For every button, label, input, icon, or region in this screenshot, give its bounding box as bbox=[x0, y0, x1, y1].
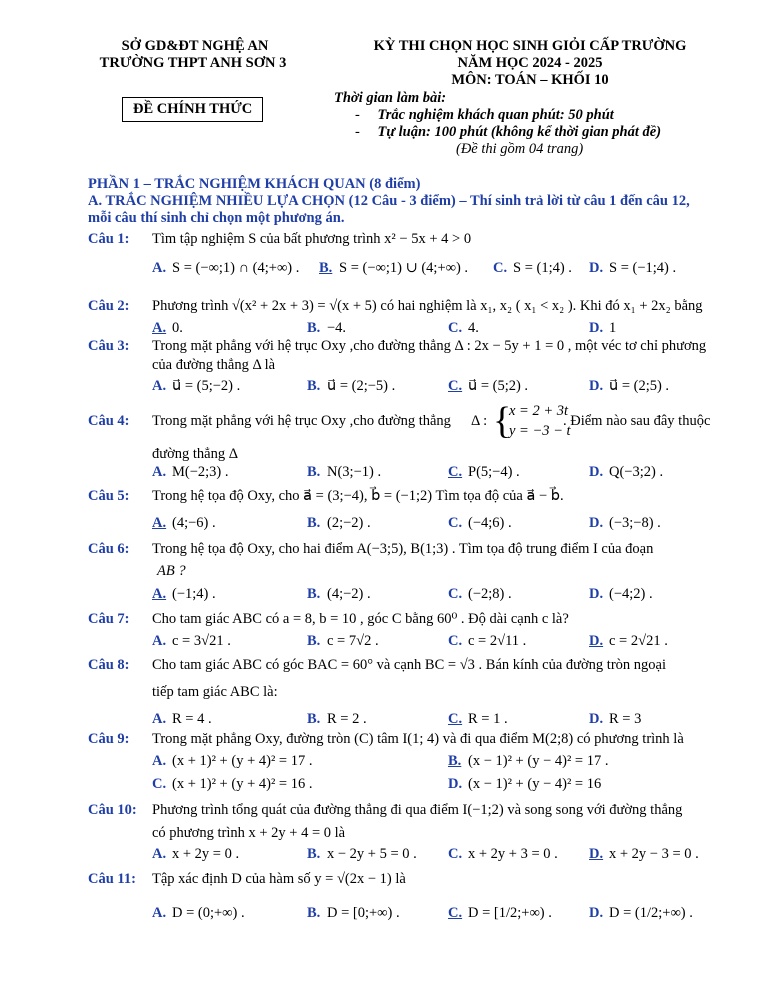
school-name: TRƯỜNG THPT ANH SƠN 3 bbox=[99, 55, 287, 71]
option-letter: C. bbox=[448, 905, 463, 921]
question-label: Câu 3: bbox=[88, 338, 130, 354]
question-text: Cho tam giác ABC có góc BAC = 60° và cạnh BC = √3 . Bán kính của đường tròn ngoại bbox=[152, 657, 667, 673]
option-text: M(−2;3) . bbox=[172, 464, 229, 480]
option-letter: A. bbox=[152, 633, 167, 649]
option-letter: C. bbox=[448, 711, 463, 727]
option-row bbox=[152, 711, 712, 731]
option-text: (4;−6) . bbox=[172, 515, 216, 531]
option-letter: A. bbox=[152, 711, 167, 727]
question-text: Trong mặt phẳng với hệ trục Oxy ,cho đường thẳng bbox=[152, 413, 451, 429]
option-letter: D. bbox=[589, 846, 604, 862]
system-eq2: y = −3 − t bbox=[509, 423, 571, 439]
option-letter: A. bbox=[152, 753, 167, 769]
option-text: (x − 1)² + (y − 4)² = 17 . bbox=[468, 753, 609, 769]
option-letter: C. bbox=[448, 633, 463, 649]
dash: - bbox=[355, 107, 360, 123]
option-text: D = [1/2;+∞) . bbox=[468, 905, 552, 921]
option-row bbox=[152, 515, 712, 535]
question-label: Câu 10: bbox=[88, 802, 137, 818]
option-text: D = [0;+∞) . bbox=[327, 905, 400, 921]
option-row bbox=[152, 464, 712, 484]
option-text: R = 4 . bbox=[172, 711, 212, 727]
option-text: c = 7√2 . bbox=[327, 633, 379, 649]
question-text: Trong hệ tọa độ Oxy, cho hai điểm A(−3;5), B(1;3) . Tìm tọa độ trung điểm I của đoạn bbox=[152, 541, 654, 557]
option-letter: D. bbox=[589, 320, 604, 336]
subject: MÔN: TOÁN – KHỐI 10 bbox=[451, 72, 609, 88]
option-letter: D. bbox=[589, 260, 604, 276]
option-row bbox=[152, 320, 712, 340]
option-letter: D. bbox=[589, 515, 604, 531]
option-text: N(3;−1) . bbox=[327, 464, 382, 480]
question-text: Trong hệ tọa độ Oxy, cho a⃗ = (3;−4), b⃗ = (−1;2) Tìm tọa độ của a⃗ − b⃗. bbox=[152, 488, 564, 504]
option-letter: D. bbox=[448, 776, 463, 792]
option-text: S = (1;4) . bbox=[513, 260, 572, 276]
option-letter: A. bbox=[152, 586, 167, 602]
option-text: Q(−3;2) . bbox=[609, 464, 664, 480]
option-text: S = (−∞;1) ∪ (4;+∞) . bbox=[339, 260, 469, 276]
option-text: (x + 1)² + (y + 4)² = 16 . bbox=[172, 776, 313, 792]
option-row bbox=[152, 633, 712, 653]
option-row bbox=[152, 776, 712, 796]
time-label: Thời gian làm bài: bbox=[334, 90, 447, 106]
official-exam-box: ĐỀ CHÍNH THỨC bbox=[122, 97, 263, 122]
option-row bbox=[152, 586, 712, 606]
option-row bbox=[152, 260, 712, 280]
question-text: Tìm tập nghiệm S của bất phương trình x² − 5x + 4 > 0 bbox=[152, 231, 472, 247]
option-text: (x − 1)² + (y − 4)² = 16 bbox=[468, 776, 602, 792]
option-row bbox=[152, 846, 712, 866]
option-letter: D. bbox=[589, 711, 604, 727]
option-row bbox=[152, 378, 712, 398]
question-text: Phương trình √(x² + 2x + 3) = √(x + 5) có hai nghiệm là x₁, x₂ ( x₁ < x₂ ). Khi đó x₁ + 2x₂ bằng bbox=[152, 298, 703, 314]
option-text: c = 2√21 . bbox=[609, 633, 668, 649]
option-text: x + 2y − 3 = 0 . bbox=[609, 846, 699, 862]
question-label: Câu 1: bbox=[88, 231, 130, 247]
option-text: x + 2y = 0 . bbox=[172, 846, 240, 862]
question-label: Câu 7: bbox=[88, 611, 130, 627]
question-label: Câu 11: bbox=[88, 871, 136, 887]
option-text: u⃗ = (2;−5) . bbox=[327, 378, 396, 394]
question-label: Câu 5: bbox=[88, 488, 130, 504]
option-letter: B. bbox=[307, 633, 321, 649]
option-text: u⃗ = (5;−2) . bbox=[172, 378, 241, 394]
option-letter: D. bbox=[589, 905, 604, 921]
option-text: (4;−2) . bbox=[327, 586, 371, 602]
option-letter: B. bbox=[307, 464, 321, 480]
school-year: NĂM HỌC 2024 - 2025 bbox=[457, 55, 603, 71]
option-text: x + 2y + 3 = 0 . bbox=[468, 846, 558, 862]
part1-title: PHẦN 1 – TRẮC NGHIỆM KHÁCH QUAN (8 điểm) bbox=[88, 176, 421, 192]
question-label: Câu 6: bbox=[88, 541, 130, 557]
option-text: D = (1/2;+∞) . bbox=[609, 905, 693, 921]
option-letter: C. bbox=[152, 776, 167, 792]
sectionA-line1: A. TRẮC NGHIỆM NHIỀU LỰA CHỌN (12 Câu - 3 điểm) – Thí sinh trả lời từ câu 1 đến câu 12, bbox=[88, 193, 690, 209]
option-text: c = 2√11 . bbox=[468, 633, 527, 649]
option-letter: D. bbox=[589, 464, 604, 480]
option-letter: C. bbox=[448, 464, 463, 480]
option-text: (−3;−8) . bbox=[609, 515, 661, 531]
option-text: R = 3 bbox=[609, 711, 642, 727]
option-text: S = (−1;4) . bbox=[609, 260, 677, 276]
option-letter: C. bbox=[448, 846, 463, 862]
option-letter: A. bbox=[152, 905, 167, 921]
option-letter: C. bbox=[448, 378, 463, 394]
question-text: đường thẳng Δ bbox=[152, 446, 239, 462]
question-label: Câu 4: bbox=[88, 413, 130, 429]
option-text: −4. bbox=[327, 320, 347, 336]
brace: { bbox=[493, 400, 512, 442]
option-letter: C. bbox=[448, 320, 463, 336]
option-text: x − 2y + 5 = 0 . bbox=[327, 846, 417, 862]
system-eq1: x = 2 + 3t bbox=[509, 403, 569, 419]
option-text: 0. bbox=[172, 320, 183, 336]
option-text: (x + 1)² + (y + 4)² = 17 . bbox=[172, 753, 313, 769]
sectionA-line2: mỗi câu thí sinh chỉ chọn một phương án. bbox=[88, 210, 345, 226]
option-text: c = 3√21 . bbox=[172, 633, 231, 649]
option-text: (−4;2) . bbox=[609, 586, 653, 602]
option-letter: B. bbox=[307, 711, 321, 727]
option-text: P(5;−4) . bbox=[468, 464, 520, 480]
question-text: Cho tam giác ABC có a = 8, b = 10 , góc C bằng 60⁰ . Độ dài cạnh c là? bbox=[152, 611, 569, 627]
option-row bbox=[152, 753, 712, 773]
option-text: (2;−2) . bbox=[327, 515, 371, 531]
option-row bbox=[152, 905, 712, 925]
exam-title: KỲ THI CHỌN HỌC SINH GIỎI CẤP TRƯỜNG bbox=[373, 38, 687, 54]
option-text: S = (−∞;1) ∩ (4;+∞) . bbox=[172, 260, 300, 276]
option-letter: C. bbox=[493, 260, 508, 276]
option-text: u⃗ = (5;2) . bbox=[468, 378, 529, 394]
option-letter: A. bbox=[152, 260, 167, 276]
option-letter: B. bbox=[307, 378, 321, 394]
option-letter: D. bbox=[589, 586, 604, 602]
dept-name: SỞ GD&ĐT NGHỆ AN bbox=[121, 38, 269, 54]
option-text: 4. bbox=[468, 320, 479, 336]
question-text: Trong mặt phẳng với hệ trục Oxy ,cho đường thẳng Δ : 2x − 5y + 1 = 0 , một véc tơ chỉ phương bbox=[152, 338, 707, 354]
dash: - bbox=[355, 124, 360, 140]
option-letter: C. bbox=[448, 515, 463, 531]
pages-note: (Đề thi gồm 04 trang) bbox=[456, 141, 584, 157]
option-text: 1 bbox=[609, 320, 617, 336]
option-text: D = (0;+∞) . bbox=[172, 905, 245, 921]
question-text: Phương trình tổng quát của đường thẳng đi qua điểm I(−1;2) và song song với đường thẳng bbox=[152, 802, 683, 818]
option-letter: C. bbox=[448, 586, 463, 602]
option-letter: B. bbox=[307, 515, 321, 531]
option-text: (−2;8) . bbox=[468, 586, 512, 602]
option-text: (−4;6) . bbox=[468, 515, 512, 531]
option-letter: A. bbox=[152, 378, 167, 394]
option-text: (−1;4) . bbox=[172, 586, 216, 602]
option-letter: B. bbox=[307, 905, 321, 921]
question-text: của đường thẳng Δ là bbox=[152, 357, 276, 373]
option-letter: A. bbox=[152, 320, 167, 336]
option-letter: B. bbox=[307, 320, 321, 336]
question-label: Câu 8: bbox=[88, 657, 130, 673]
question-text: Tập xác định D của hàm số y = √(2x − 1) là bbox=[152, 871, 406, 887]
option-letter: B. bbox=[448, 753, 462, 769]
question-label: Câu 9: bbox=[88, 731, 130, 747]
time-essay: Tự luận: 100 phút (không kể thời gian phát đề) bbox=[377, 124, 662, 140]
question-text: . Điểm nào sau đây thuộc bbox=[563, 413, 711, 429]
option-text: R = 2 . bbox=[327, 711, 367, 727]
option-text: u⃗ = (2;5) . bbox=[609, 378, 670, 394]
option-letter: B. bbox=[319, 260, 333, 276]
question-text: AB ? bbox=[157, 563, 186, 579]
option-letter: B. bbox=[307, 586, 321, 602]
option-letter: A. bbox=[152, 846, 167, 862]
option-letter: D. bbox=[589, 633, 604, 649]
option-letter: B. bbox=[307, 846, 321, 862]
option-text: R = 1 . bbox=[468, 711, 508, 727]
question-label: Câu 2: bbox=[88, 298, 130, 314]
option-letter: D. bbox=[589, 378, 604, 394]
question-text: có phương trình x + 2y + 4 = 0 là bbox=[152, 825, 346, 841]
question-text: tiếp tam giác ABC là: bbox=[152, 684, 278, 700]
time-mc-row bbox=[355, 107, 614, 124]
option-letter: A. bbox=[152, 515, 167, 531]
system-prefix: Δ : bbox=[471, 413, 488, 429]
time-essay-row bbox=[355, 124, 661, 141]
option-letter: A. bbox=[152, 464, 167, 480]
time-mc: Trắc nghiệm khách quan phút: 50 phút bbox=[377, 107, 614, 123]
question-text: Trong mặt phẳng Oxy, đường tròn (C) tâm I(1; 4) và đi qua điểm M(2;8) có phương trình là bbox=[152, 731, 684, 747]
